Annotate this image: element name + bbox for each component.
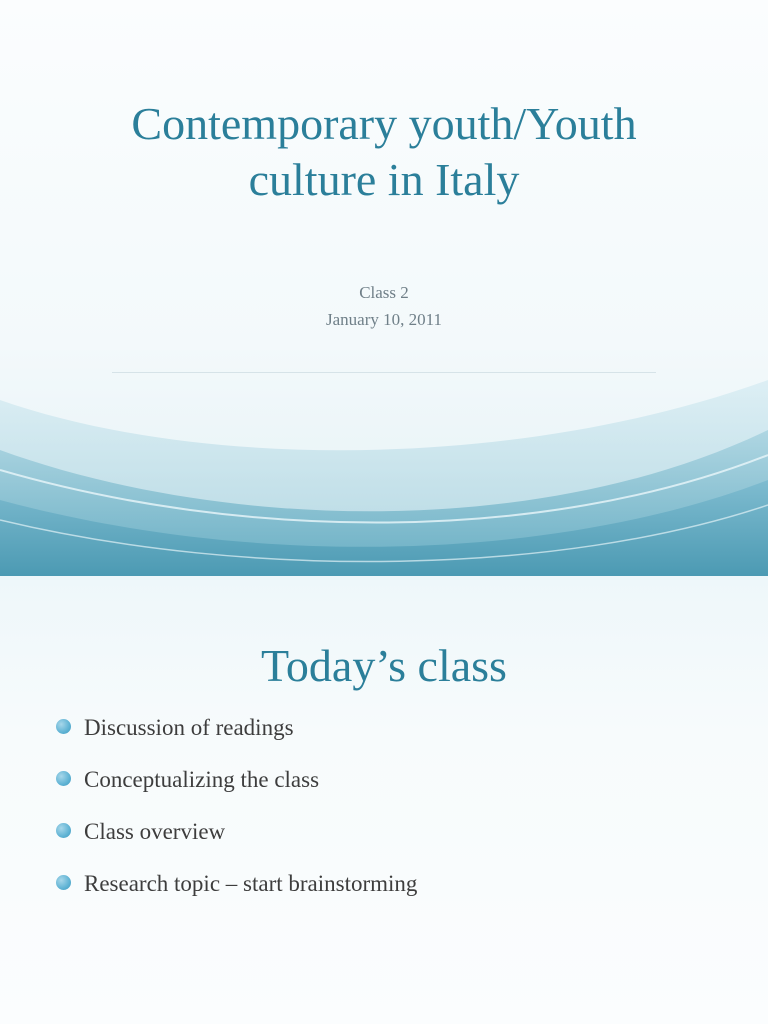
slide-title: Contemporary youth/Youth culture in Italy	[131, 98, 637, 205]
subtitle-date: January 10, 2011	[326, 310, 442, 329]
content-slide	[0, 576, 768, 1024]
bullet-text: Class overview	[84, 819, 226, 844]
bullet-item	[56, 870, 417, 922]
bullet-text: Conceptualizing the class	[84, 767, 320, 792]
slide-heading: Today’s class	[261, 640, 507, 691]
bullet-item	[56, 714, 417, 766]
title-placeholder	[112, 96, 656, 373]
bullet-icon	[56, 719, 71, 734]
bullet-text: Research topic – start brainstorming	[84, 871, 418, 896]
subtitle-class: Class 2	[359, 283, 409, 302]
bullet-item	[56, 818, 417, 870]
bullet-text: Discussion of readings	[84, 715, 294, 740]
bullet-list	[56, 714, 417, 922]
bullet-icon	[56, 875, 71, 890]
bullet-item	[56, 766, 417, 818]
bullet-icon	[56, 771, 71, 786]
bullet-icon	[56, 823, 71, 838]
